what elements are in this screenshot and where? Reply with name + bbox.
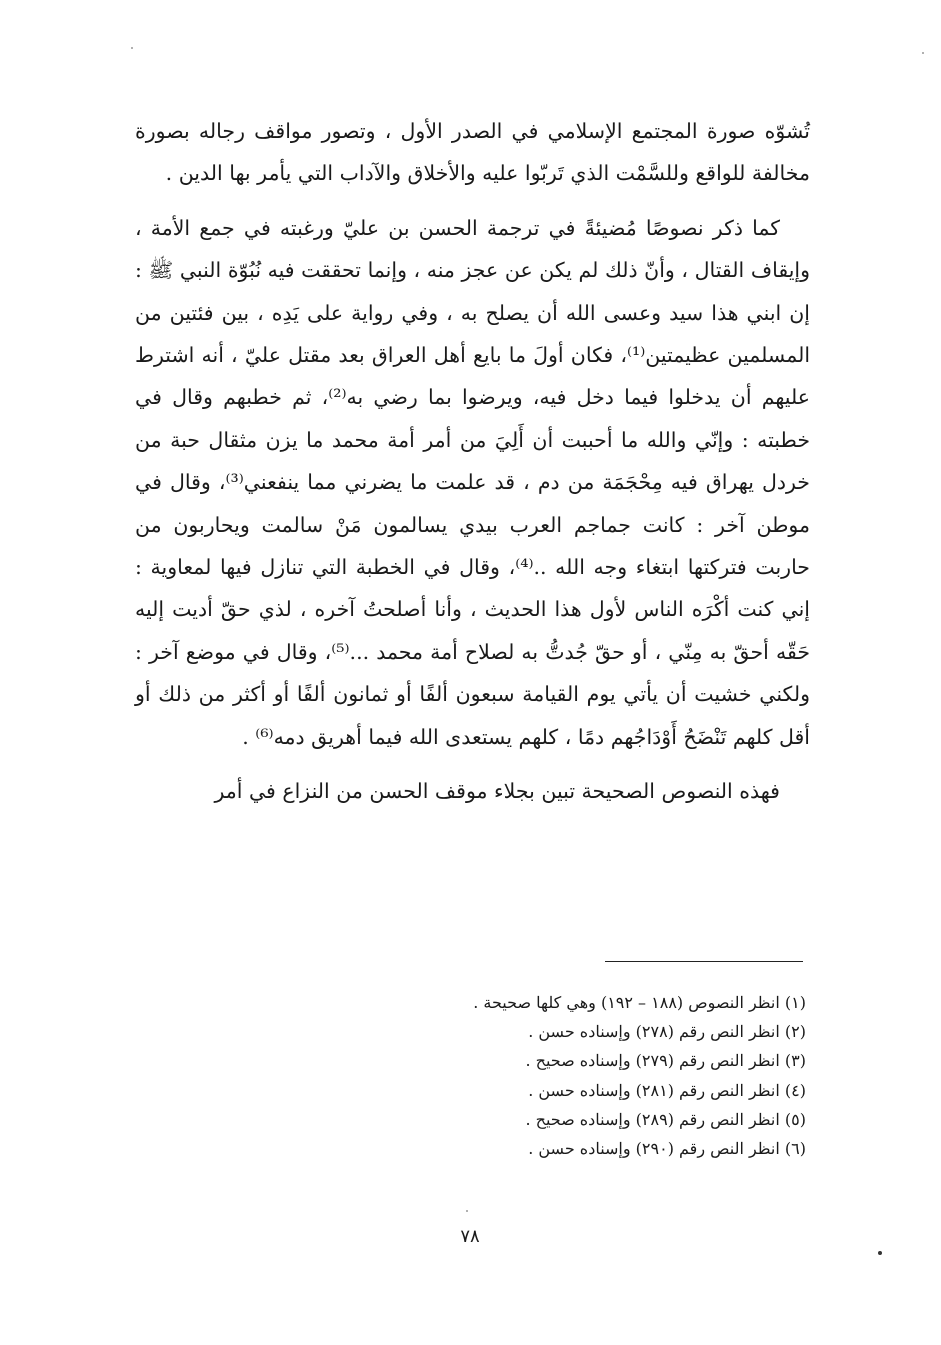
main-text	[135, 110, 810, 813]
footnote-4: (٤) انظر النص رقم (٢٨١) وإسناده حسن .	[528, 1080, 806, 1100]
page-number: ٧٨	[460, 1226, 480, 1247]
footnote-3: (٣) انظر النص رقم (٢٧٩) وإسناده صحيح .	[525, 1051, 806, 1071]
footnote-6: (٦) انظر النص رقم (٢٩٠) وإسناده حسن .	[528, 1139, 806, 1159]
scan-speck	[466, 1210, 468, 1212]
paragraph-2: كما ذكر نصوصًا مُضيئةً في ترجمة الحسن بن عليّ ورغبته في جمع الأمة ، وإيقاف القتال ، وأنّ ذلك لم يكن عن عجز منه ، وإنما تحققت فيه نُبُوّة النبي ﷺ : إن ابني هذا سيد وعسى الله أن يصلح به ، وفي رواية على يَدِه ، بين فئتين من المسلمين عظيمتين⁽¹⁾، فكان أولَ ما بايع أهل العراق بعد مقتل عليّ ، أنه اشترط عليهم أن يدخلوا فيما دخل فيه، ويرضوا بما رضي به⁽²⁾، ثم خطبهم وقال في خطبته : وإنّي والله ما أحببت أن أَلِيَ من أمر أمة محمد ما يزن مثقال حبة من خردل يهراق فيه مِحْجَمَة من دم ، قد علمت ما يضرني مما ينفعني⁽³⁾، وقال في موطن آخر : كانت جماجم العرب بيدي يسالمون مَنْ سالمت ويحاربون من حاربت فتركتها ابتغاء وجه الله ..⁽⁴⁾، وقال في الخطبة التي تنازل فيها لمعاوية : إني كنت أكْرَه الناس لأول هذا الحديث ، وأنا أصلحتُ آخره ، لذي حقّ أديت إليه حَقّه أحقّ به مِنّي ، أو حقّ جُدتُّ به لصلاح أمة محمد ...⁽⁵⁾، وقال في موضع آخر : ولكني خشيت أن يأتي يوم القيامة سبعون ألفًا أو ثمانون ألفًا أو أكثر من ذلك أو أقل كلهم تَنْضَحُ أَوْدَاجُهم دمًا ، كلهم يستعدى الله فيما أهريق دمه⁽⁶⁾ .	[135, 215, 811, 749]
scan-dot-mark	[878, 1251, 882, 1255]
scan-speck	[131, 47, 133, 49]
footnote-2: (٢) انظر النص رقم (٢٧٨) وإسناده حسن .	[528, 1022, 806, 1042]
footnote-1: (١) انظر النصوص (١٨٨ – ١٩٢) وهي كلها صحيحة .	[473, 993, 806, 1012]
footnote-5: (٥) انظر النص رقم (٢٨٩) وإسناده صحيح .	[525, 1109, 806, 1129]
scan-speck	[922, 52, 924, 54]
footnotes-list	[300, 988, 806, 1163]
footnote-separator	[605, 961, 803, 962]
paragraph-1: تُشوّه صورة المجتمع الإسلامي في الصدر الأول ، وتصور مواقف رجاله بصورة مخالفة للواقع وللسَّمْت الذي تَربّوا عليه والأخلاق والآداب التي يأمر بها الدين .	[135, 119, 810, 186]
paragraph-3: فهذه النصوص الصحيحة تبين بجلاء موقف الحسن من النزاع في أمر	[214, 779, 780, 804]
